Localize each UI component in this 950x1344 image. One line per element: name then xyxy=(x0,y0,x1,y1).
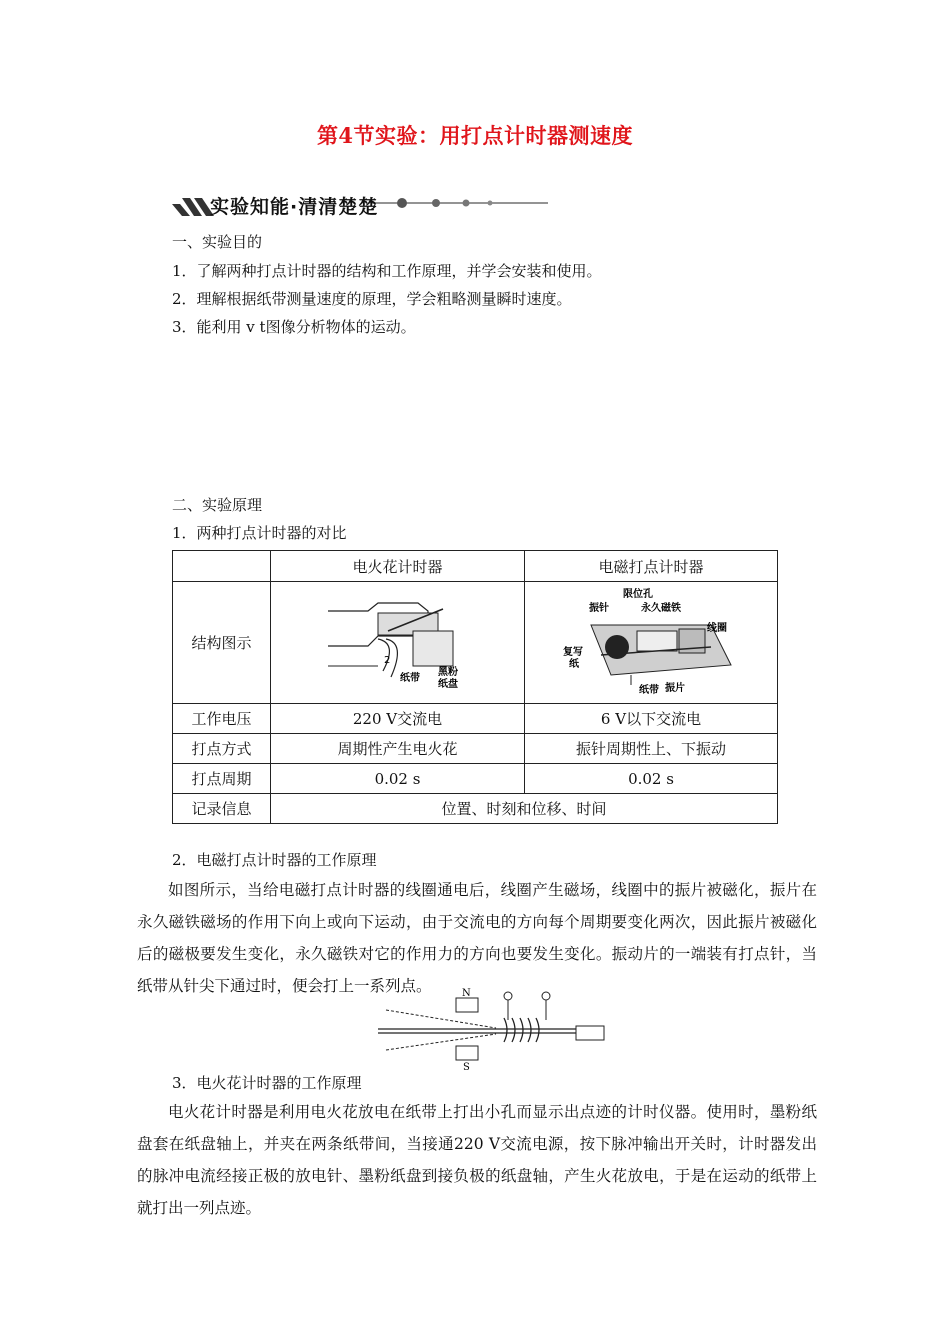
figure-label: 纸带 xyxy=(639,684,659,696)
table-cell: 位置、时刻和位移、时间 xyxy=(271,794,778,824)
figure-label: 黑粉 xyxy=(437,666,458,678)
table-cell: 220 V交流电 xyxy=(271,704,525,734)
figure-label: 振片 xyxy=(665,682,685,694)
paragraph: 如图所示，当给电磁打点计时器的线圈通电后，线圈产生磁场，线圈中的振片被磁化，振片在永久磁铁磁场的作用下向上或向下运动，由于交流电的方向每个周期要变化两次，因此振片被磁化后的磁极要发生变化，永久磁铁对它的作用力的方向也要发生变化。振动片的一端装有打点针，当纸带从针尖下通过时，便会打上一系列点。 xyxy=(137,881,817,995)
paragraph: 电火花计时器是利用电火花放电在纸带上打出小孔而显示出点迹的计时仪器。使用时，墨粉纸盘套在纸盘轴上，并夹在两条纸带间，当接通220 V交流电源，按下脉冲输出开关时，计时器发出的脉冲电流经接正极的放电针、墨粉纸盘到接负极的纸盘轴，产生火花放电，于是在运动的纸带上就打出一列点迹。 xyxy=(137,1103,817,1217)
figure-label: 限位孔 xyxy=(623,588,653,600)
row-label: 打点周期 xyxy=(173,764,271,794)
figure-label: 纸带 xyxy=(399,672,420,684)
subsection-heading: 3．电火花计时器的工作原理 xyxy=(172,1074,362,1092)
list-item: 2．理解根据纸带测量速度的原理，学会粗略测量瞬时速度。 xyxy=(172,290,572,308)
column-header: 电磁打点计时器 xyxy=(525,551,778,582)
electromagnetic-timer-figure-cell xyxy=(525,582,778,704)
figure-label: 线圈 xyxy=(707,622,727,634)
figure-label: 纸盘 xyxy=(437,678,458,690)
diagram-label-south: S xyxy=(463,1062,470,1070)
figure-label: 永久磁铁 xyxy=(641,602,681,614)
list-item: 1．了解两种打点计时器的结构和工作原理，并学会安装和使用。 xyxy=(172,262,602,280)
figure-label: 振针 xyxy=(589,602,609,614)
section-heading: 一、实验目的 xyxy=(172,233,263,251)
subsection-heading: 2．电磁打点计时器的工作原理 xyxy=(172,851,377,869)
electromagnetic-principle-diagram xyxy=(376,988,616,1070)
subsection-heading: 1．两种打点计时器的对比 xyxy=(172,524,347,542)
row-label: 工作电压 xyxy=(173,704,271,734)
column-header: 电火花计时器 xyxy=(271,551,525,582)
comparison-table xyxy=(172,550,778,824)
spark-timer-figure-cell xyxy=(271,582,525,704)
page-title: 第4节实验：用打点计时器测速度 xyxy=(316,123,634,148)
table-cell: 振针周期性上、下振动 xyxy=(525,734,778,764)
figure-label: 纸 xyxy=(569,658,579,670)
figure-label: 2 xyxy=(383,654,390,666)
figure-label: 复写 xyxy=(563,646,583,658)
section-banner-label: 实验知能·清清楚楚 xyxy=(210,196,379,218)
table-corner-cell xyxy=(173,551,271,582)
row-label: 结构图示 xyxy=(173,582,271,704)
section-heading: 二、实验原理 xyxy=(172,496,263,514)
table-cell: 0.02 s xyxy=(271,764,525,794)
spark-timer-figure xyxy=(318,591,478,691)
row-label: 记录信息 xyxy=(173,794,271,824)
table-cell: 周期性产生电火花 xyxy=(271,734,525,764)
table-cell: 6 V以下交流电 xyxy=(525,704,778,734)
list-item: 3．能利用 v t图像分析物体的运动。 xyxy=(172,318,416,336)
table-cell: 0.02 s xyxy=(525,764,778,794)
electromagnetic-timer-figure xyxy=(561,585,741,697)
diagram-label-north: N xyxy=(462,988,471,999)
row-label: 打点方式 xyxy=(173,734,271,764)
